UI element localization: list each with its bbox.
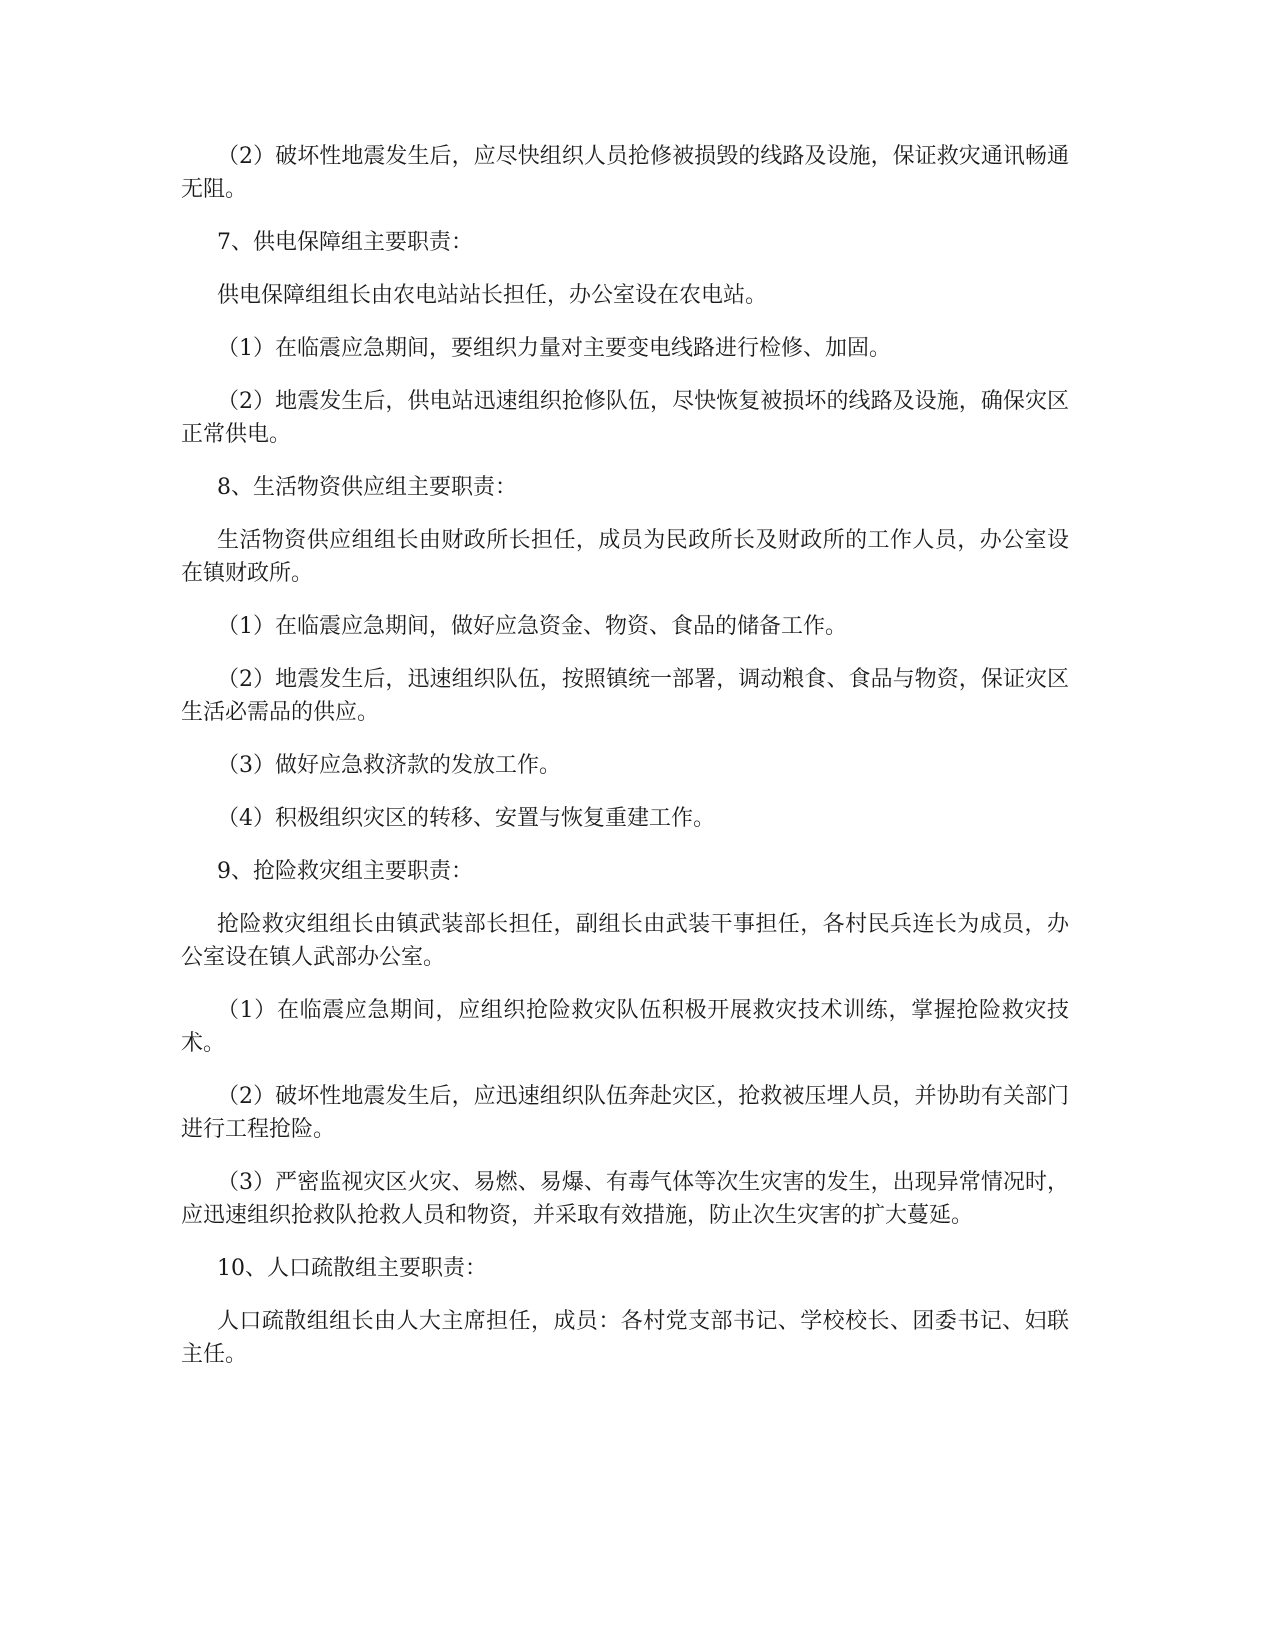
paragraph: （2）破坏性地震发生后，应迅速组织队伍奔赴灾区，抢救被压埋人员，并协助有关部门进行工程抢险。 (181, 1084, 1069, 1142)
section-heading: 10、人口疏散组主要职责： (217, 1256, 487, 1281)
paragraph: （2）地震发生后，迅速组织队伍，按照镇统一部署，调动粮食、食品与物资，保证灾区生活必需品的供应。 (181, 667, 1069, 725)
section-heading: 7、供电保障组主要职责： (217, 230, 473, 255)
paragraph: 生活物资供应组组长由财政所长担任，成员为民政所长及财政所的工作人员，办公室设在镇财政所。 (181, 528, 1069, 586)
paragraph: （1）在临震应急期间，做好应急资金、物资、食品的储备工作。 (217, 614, 847, 639)
paragraph: 抢险救灾组组长由镇武装部长担任，副组长由武装干事担任，各村民兵连长为成员，办公室设在镇人武部办公室。 (181, 912, 1069, 970)
document-page (181, 140, 1069, 1391)
section-heading: 9、抢险救灾组主要职责： (217, 859, 473, 884)
paragraph: 供电保障组组长由农电站站长担任，办公室设在农电站。 (217, 283, 768, 308)
paragraph: （2）破坏性地震发生后，应尽快组织人员抢修被损毁的线路及设施，保证救灾通讯畅通无阻。 (181, 144, 1069, 202)
paragraph: 人口疏散组组长由人大主席担任，成员：各村党支部书记、学校校长、团委书记、妇联主任。 (181, 1309, 1069, 1367)
paragraph: （2）地震发生后，供电站迅速组织抢修队伍，尽快恢复被损坏的线路及设施，确保灾区正常供电。 (181, 389, 1069, 447)
paragraph: （1）在临震应急期间，要组织力量对主要变电线路进行检修、加固。 (217, 336, 891, 361)
section-heading: 8、生活物资供应组主要职责： (217, 475, 517, 500)
paragraph: （3）严密监视灾区火灾、易燃、易爆、有毒气体等次生灾害的发生，出现异常情况时，应迅速组织抢救队抢救人员和物资，并采取有效措施，防止次生灾害的扩大蔓延。 (181, 1170, 1069, 1228)
paragraph: （1）在临震应急期间，应组织抢险救灾队伍积极开展救灾技术训练，掌握抢险救灾技术。 (181, 998, 1069, 1056)
paragraph: （3）做好应急救济款的发放工作。 (217, 753, 561, 778)
paragraph: （4）积极组织灾区的转移、安置与恢复重建工作。 (217, 806, 715, 831)
